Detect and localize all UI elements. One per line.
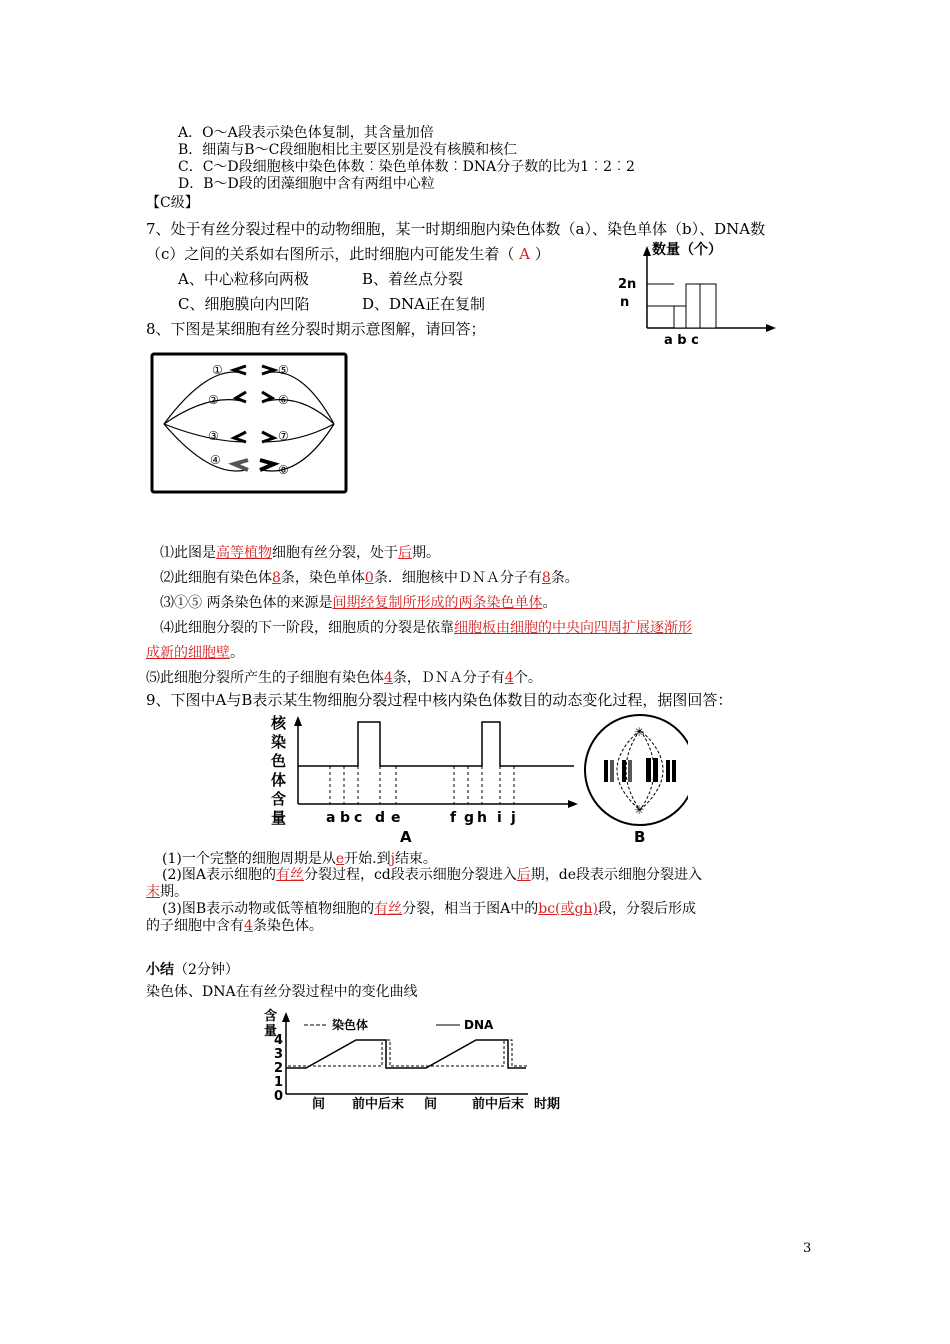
- q9-sub3-line2: 的子细胞中含有4条染色体。: [146, 918, 323, 934]
- summary-description: 染色体、DNA在有丝分裂过程中的变化曲线: [146, 984, 418, 1000]
- q7-option-a: A、中心粒移向两极: [178, 270, 309, 288]
- svg-text:e: e: [391, 810, 401, 826]
- summary-chart: [256, 1006, 576, 1116]
- svg-text:0: 0: [274, 1089, 284, 1104]
- q7-tick-n: n: [620, 295, 630, 310]
- svg-text:前中后末: 前中后末: [352, 1097, 405, 1112]
- q9-figure-a: [268, 712, 688, 846]
- q9-sub2-line2: 末期。: [146, 884, 188, 900]
- q9-stem: 9、下图中A与B表示某生物细胞分裂过程中核内染色体数目的动态变化过程，据图回答：: [146, 691, 733, 709]
- svg-text:间: 间: [424, 1097, 438, 1112]
- svg-text:b: b: [340, 810, 351, 826]
- q7-bar-b: [686, 284, 700, 328]
- svg-text:前中后末: 前中后末: [472, 1097, 525, 1112]
- q7-stem-line2: （c）之间的关系如右图所示，此时细胞内可能发生着（ A ）: [146, 245, 550, 263]
- svg-text:c: c: [354, 810, 363, 826]
- q6-option-c: C．C～D段细胞核中染色体数︰染色单体数︰DNA分子数的比为1︰2︰2: [178, 159, 635, 175]
- q8-sub4-line1: ⑷此细胞分裂的下一阶段，细胞质的分裂是依靠细胞板由细胞的中央向四周扩展逐渐形: [160, 620, 692, 636]
- svg-text:间: 间: [312, 1097, 326, 1112]
- q7-option-c: C、细胞膜向内凹陷: [178, 295, 310, 313]
- q9-figure-b: [585, 715, 688, 846]
- svg-text:i: i: [497, 810, 502, 826]
- summary-heading: 小结（2分钟）: [146, 962, 239, 978]
- q8-sub2: ⑵此细胞有染色体8条，染色单体0条．细胞核中ＤＮＡ分子有8条。: [160, 570, 579, 586]
- q9-sub3-line1: (3)图B表示动物或低等植物细胞的有丝分裂，相当于图A中的bc(或gh)段，分裂后形成: [162, 901, 696, 917]
- q8-cell-diagram: [150, 352, 348, 494]
- q8-stem: 8、下图是某细胞有丝分裂时期示意图解，请回答；: [146, 320, 486, 338]
- svg-text:量: 量: [271, 809, 287, 827]
- q8-label-5: ⑤: [278, 363, 289, 377]
- svg-text:a: a: [326, 810, 336, 826]
- q7-answer: A: [519, 245, 531, 263]
- q6-option-d: D．B～D段的团藻细胞中含有两组中心粒: [178, 176, 435, 192]
- q8-sub4-line2: 成新的细胞壁。: [146, 645, 244, 661]
- q7-option-d: D、DNA正在复制: [362, 295, 486, 313]
- svg-text:j: j: [511, 810, 516, 826]
- svg-text:2: 2: [274, 1061, 284, 1076]
- svg-text:色: 色: [271, 752, 287, 770]
- svg-text:✳: ✳: [634, 803, 645, 817]
- q7-ylabel: 数量（个）: [652, 242, 722, 258]
- q9-label-a: A: [400, 828, 412, 846]
- q9-label-b: B: [634, 828, 646, 846]
- q9-sub2-line1: (2)图A表示细胞的有丝分裂过程，cd段表示细胞分裂进入后期，de段表示细胞分裂进入: [162, 867, 703, 883]
- q7-stem-line1: 7、处于有丝分裂过程中的动物细胞，某一时期细胞内染色体数（a）、染色单体（b）、DNA数: [146, 220, 766, 238]
- svg-text:染: 染: [271, 733, 287, 751]
- q7-bar-a: [674, 306, 686, 328]
- q6-option-b: B．细菌与B～C段细胞相比主要区别是没有核膜和核仁: [178, 142, 518, 158]
- svg-text:核: 核: [271, 714, 287, 732]
- q8-sub1: ⑴此图是高等植物细胞有丝分裂，处于后期。: [160, 545, 440, 561]
- q7-xlabels: a b c: [664, 333, 699, 348]
- q7-tick-2n: 2n: [618, 277, 637, 292]
- q8-label-3: ③: [208, 429, 219, 443]
- q8-label-8: ⑧: [278, 463, 289, 477]
- q7-bar-figure: [612, 236, 782, 348]
- svg-text:3: 3: [274, 1047, 284, 1062]
- q7-option-b: B、着丝点分裂: [362, 270, 464, 288]
- legend-dna: DNA: [464, 1018, 494, 1032]
- q8-sub5: ⑸此细胞分裂所产生的子细胞有染色体4条，ＤＮＡ分子有4个。: [146, 670, 542, 686]
- q8-label-2: ②: [208, 393, 219, 407]
- level-c-heading: 【C级】: [146, 195, 199, 211]
- svg-text:g: g: [464, 810, 475, 826]
- svg-text:量: 量: [264, 1024, 278, 1039]
- legend-chromosome: 染色体: [332, 1018, 369, 1032]
- q8-sub3: ⑶①⑤ 两条染色体的来源是间期经复制所形成的两条染色单体。: [160, 595, 557, 611]
- svg-text:f: f: [450, 810, 457, 826]
- svg-text:h: h: [477, 810, 487, 826]
- svg-text:1: 1: [274, 1075, 284, 1090]
- svg-text:d: d: [375, 810, 386, 826]
- page-number: 3: [803, 1241, 812, 1256]
- svg-text:✳: ✳: [634, 725, 645, 739]
- q8-label-7: ⑦: [278, 429, 289, 443]
- svg-text:含: 含: [264, 1009, 278, 1024]
- q9-sub1: (1)一个完整的细胞周期是从e开始.到j结束。: [162, 851, 437, 867]
- svg-text:含: 含: [271, 790, 287, 808]
- svg-text:4: 4: [274, 1033, 284, 1048]
- q8-label-4: ④: [210, 453, 221, 467]
- q8-label-1: ①: [212, 363, 223, 377]
- svg-text:时期: 时期: [534, 1097, 561, 1112]
- q8-label-6: ⑥: [278, 393, 289, 407]
- q6-option-a: A．O～A段表示染色体复制，其含量加倍: [178, 125, 434, 141]
- svg-text:体: 体: [271, 771, 287, 789]
- q7-bar-c: [700, 284, 716, 328]
